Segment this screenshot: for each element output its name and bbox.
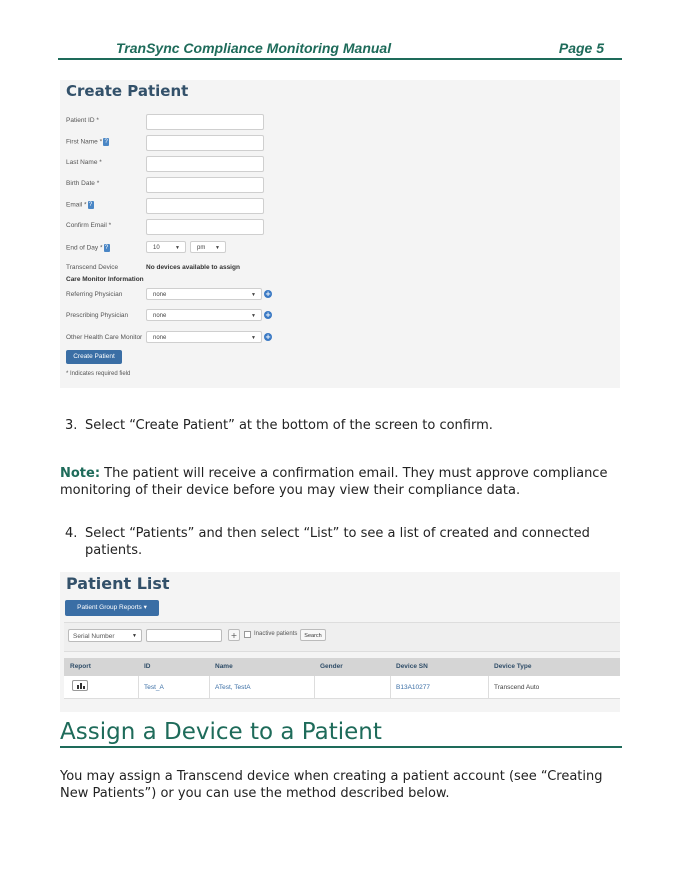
transcend-device-value: No devices available to assign bbox=[146, 264, 240, 271]
step-3 bbox=[60, 417, 620, 434]
patient-id-link[interactable]: Test_A bbox=[144, 684, 164, 691]
email-label: Email * ? bbox=[66, 201, 93, 209]
chevron-down-icon: ▼ bbox=[251, 313, 256, 319]
end-of-day-label: End of Day * ? bbox=[66, 244, 109, 252]
patient-id-row bbox=[66, 114, 616, 130]
col-id[interactable]: ID bbox=[144, 663, 151, 670]
confirm-email-input[interactable] bbox=[146, 219, 264, 235]
referring-row bbox=[66, 288, 616, 304]
add-referring-icon[interactable]: + bbox=[265, 290, 271, 298]
help-icon[interactable]: ? bbox=[104, 245, 109, 251]
referring-label: Referring Physician bbox=[66, 291, 123, 298]
patient-name-link[interactable]: ATest, TestA bbox=[215, 684, 251, 691]
add-prescribing-icon[interactable]: + bbox=[265, 311, 271, 319]
inactive-patients-label: Inactive patients bbox=[254, 631, 298, 637]
first-name-input[interactable] bbox=[146, 135, 264, 151]
search-input[interactable] bbox=[146, 629, 222, 642]
last-name-row bbox=[66, 156, 616, 172]
col-device-type[interactable]: Device Type bbox=[494, 663, 532, 670]
end-of-day-hour-select[interactable]: 10 ▼ bbox=[146, 241, 186, 253]
inactive-patients-checkbox[interactable] bbox=[244, 631, 251, 638]
first-name-label: First Name * ? bbox=[66, 138, 108, 146]
help-icon[interactable]: ? bbox=[88, 202, 93, 208]
device-type: Transcend Auto bbox=[494, 684, 540, 691]
device-sn-link[interactable]: B13A10277 bbox=[396, 684, 430, 691]
col-gender[interactable]: Gender bbox=[320, 663, 343, 670]
end-of-day-ampm-select[interactable]: pm ▼ bbox=[190, 241, 226, 253]
last-name-input[interactable] bbox=[146, 156, 264, 172]
email-input[interactable] bbox=[146, 198, 264, 214]
birth-date-row bbox=[66, 177, 616, 193]
step-4-number: 4. bbox=[65, 526, 78, 541]
referring-physician-select[interactable]: none ▼ bbox=[146, 288, 262, 300]
manual-title: TranSync Compliance Monitoring Manual bbox=[116, 40, 392, 56]
patient-list-panel bbox=[60, 572, 620, 712]
chevron-down-icon: ▼ bbox=[175, 245, 180, 251]
confirm-email-label: Confirm Email * bbox=[66, 222, 112, 229]
other-monitor-select[interactable]: none ▼ bbox=[146, 331, 262, 343]
table-row bbox=[64, 676, 620, 699]
other-monitor-row bbox=[66, 331, 616, 347]
other-monitor-label: Other Health Care Monitor bbox=[66, 334, 143, 341]
step-4 bbox=[60, 525, 625, 559]
transcend-device-row bbox=[66, 261, 616, 277]
filter-field-select[interactable]: Serial Number ▼ bbox=[68, 629, 142, 642]
note-text: The patient will receive a confirmation email. They must approve compliance monitoring of their device before you may view their compliance data. bbox=[60, 466, 608, 498]
note-label: Note: bbox=[60, 466, 101, 481]
filter-bar bbox=[64, 622, 620, 652]
note-paragraph bbox=[60, 465, 620, 499]
create-patient-button[interactable]: Create Patient bbox=[66, 350, 122, 364]
last-name-label: Last Name * bbox=[66, 159, 102, 166]
transcend-device-label: Transcend Device bbox=[66, 264, 119, 271]
first-name-row bbox=[66, 135, 616, 151]
patient-list-title: Patient List bbox=[66, 574, 170, 593]
search-button[interactable]: Search bbox=[300, 629, 326, 641]
prescribing-row bbox=[66, 309, 616, 325]
patient-id-input[interactable] bbox=[146, 114, 264, 130]
body-paragraph: You may assign a Transcend device when creating a patient account (see “Creating New Patients”) or you can use the method described below. bbox=[60, 769, 603, 801]
chevron-down-icon: ▼ bbox=[215, 245, 220, 251]
page-number: Page 5 bbox=[558, 40, 604, 56]
report-chart-icon[interactable] bbox=[72, 680, 88, 691]
chevron-down-icon: ▼ bbox=[132, 633, 137, 639]
step-3-text: Select “Create Patient” at the bottom of the screen to confirm. bbox=[85, 418, 493, 433]
col-device-sn[interactable]: Device SN bbox=[396, 663, 428, 670]
chevron-down-icon: ▼ bbox=[251, 335, 256, 341]
chevron-down-icon: ▼ bbox=[251, 292, 256, 298]
birth-date-input[interactable] bbox=[146, 177, 264, 193]
col-report[interactable]: Report bbox=[70, 663, 91, 670]
create-patient-form bbox=[60, 80, 620, 388]
birth-date-label: Birth Date * bbox=[66, 180, 100, 187]
care-monitor-heading: Care Monitor Information bbox=[66, 276, 144, 283]
patient-id-label: Patient ID * bbox=[66, 117, 99, 124]
page-header bbox=[58, 36, 622, 60]
section-heading: Assign a Device to a Patient bbox=[60, 718, 622, 748]
patient-group-reports-button[interactable]: Patient Group Reports ▾ bbox=[65, 600, 159, 616]
add-filter-button[interactable]: + bbox=[228, 629, 240, 641]
step-4-text: Select “Patients” and then select “List” to see a list of created and connected patients. bbox=[85, 526, 590, 558]
confirm-email-row bbox=[66, 219, 616, 235]
required-field-note: * Indicates required field bbox=[66, 371, 131, 377]
add-other-monitor-icon[interactable]: + bbox=[265, 333, 271, 341]
table-header bbox=[64, 658, 620, 676]
col-name[interactable]: Name bbox=[215, 663, 233, 670]
form-title: Create Patient bbox=[66, 82, 189, 100]
end-of-day-row bbox=[66, 241, 616, 257]
step-3-number: 3. bbox=[65, 418, 78, 433]
prescribing-label: Prescribing Physician bbox=[66, 312, 129, 319]
prescribing-physician-select[interactable]: none ▼ bbox=[146, 309, 262, 321]
help-icon[interactable]: ? bbox=[104, 139, 108, 145]
email-row bbox=[66, 198, 616, 214]
